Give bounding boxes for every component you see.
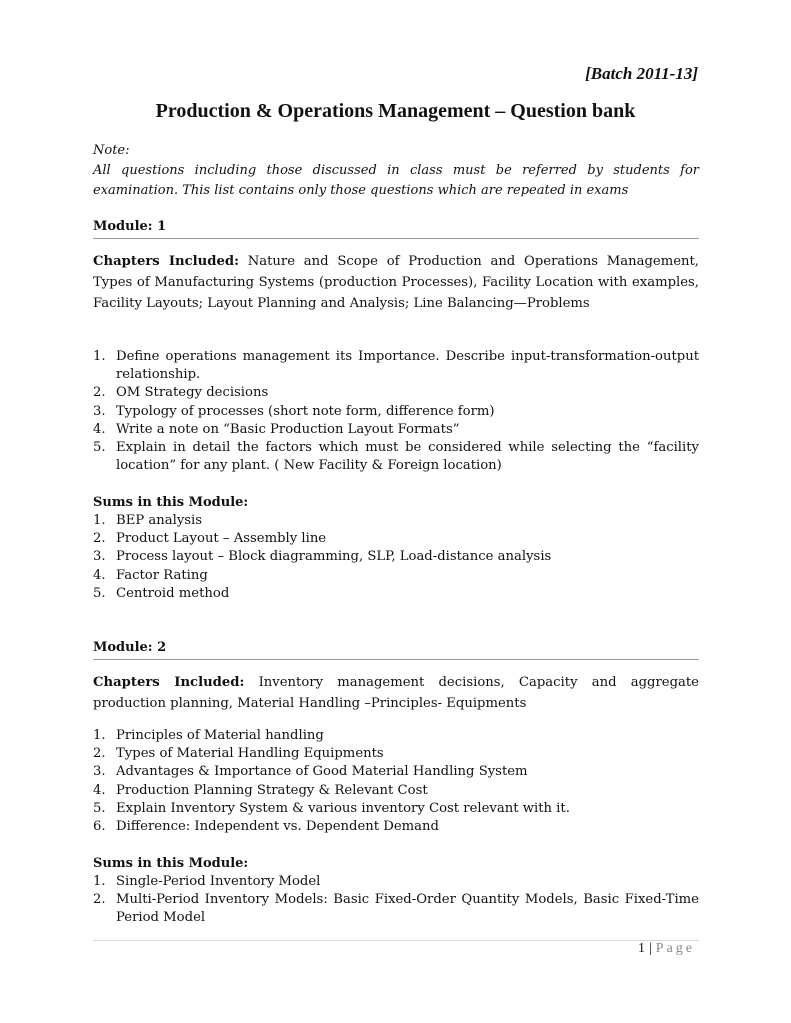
list-item-text: Multi-Period Inventory Models: Basic Fixed-Order Quantity Models, Basic Fixed-Time Period Model xyxy=(116,892,699,926)
list-item-text: Factor Rating xyxy=(116,567,208,583)
list-number: 4. xyxy=(93,567,106,583)
list-item-text: Advantages & Importance of Good Material Handling System xyxy=(116,764,528,780)
page-label: Page xyxy=(655,941,695,956)
page-number: 1 xyxy=(637,941,645,956)
list-item xyxy=(93,548,699,566)
module-1-divider xyxy=(93,238,699,239)
list-item xyxy=(93,348,699,384)
list-number: 2. xyxy=(93,385,106,401)
list-item-text: Explain in detail the factors which must be considered while selecting the “facility location” for any plant. ( New Facility & Foreign location) xyxy=(116,440,699,474)
list-item xyxy=(93,782,699,800)
list-item xyxy=(93,567,699,585)
list-item-text: BEP analysis xyxy=(116,513,203,528)
list-item xyxy=(93,763,699,781)
module-2-chapters-text: Inventory management decisions, Capacity and aggregate production planning, Material Handling –Principles- Equipments xyxy=(93,675,699,711)
list-item xyxy=(93,512,699,530)
list-item xyxy=(93,384,699,402)
module-1-chapters-label: Chapters Included: xyxy=(93,254,239,269)
module-2-chapters-label: Chapters Included: xyxy=(93,675,245,690)
list-item xyxy=(93,727,699,745)
module-1-chapters-text: Nature and Scope of Production and Operations Management, Types of Manufacturing Systems (production Processes), Facility Location with examples, Facility Layouts; Layout Planning and Analysis; Line Balancing—Problems xyxy=(93,254,699,311)
list-number: 3. xyxy=(93,403,106,419)
list-number: 2. xyxy=(93,746,106,762)
module-2-questions-list xyxy=(93,727,699,836)
list-number: 5. xyxy=(93,800,106,816)
list-item-text: Principles of Material handling xyxy=(116,728,324,743)
module-1-sums-list xyxy=(93,512,699,603)
list-item-text: Explain Inventory System & various inventory Cost relevant with it. xyxy=(116,800,570,816)
list-number: 5. xyxy=(93,585,106,601)
list-number: 6. xyxy=(93,819,106,835)
list-item-text: Types of Material Handling Equipments xyxy=(116,746,384,762)
list-number: 1. xyxy=(93,349,106,364)
list-item xyxy=(93,585,699,603)
list-item xyxy=(93,873,699,891)
module-2-divider xyxy=(93,659,699,660)
list-item-text: OM Strategy decisions xyxy=(116,385,269,401)
page-footer xyxy=(638,941,695,957)
module-1-questions-list xyxy=(93,348,699,475)
module-1-sums-title: Sums in this Module: xyxy=(93,495,249,510)
list-number: 4. xyxy=(93,782,106,798)
module-1-chapters xyxy=(93,251,699,314)
note-label: Note: xyxy=(93,143,130,158)
list-number: 3. xyxy=(93,549,106,565)
list-item-text: Typology of processes (short note form, difference form) xyxy=(116,403,495,419)
list-number: 2. xyxy=(93,892,106,908)
module-1-heading: Module: 1 xyxy=(93,219,167,234)
footer-divider xyxy=(93,940,699,941)
list-item xyxy=(93,439,699,475)
batch-label: [Batch 2011-13] xyxy=(585,64,698,83)
list-number: 5. xyxy=(93,440,106,456)
list-item-text: Product Layout – Assembly line xyxy=(116,531,327,547)
list-item-text: Single-Period Inventory Model xyxy=(116,874,321,889)
list-item xyxy=(93,530,699,548)
list-item-text: Process layout – Block diagramming, SLP, Load-distance analysis xyxy=(116,549,552,565)
list-number: 4. xyxy=(93,421,106,437)
list-item-text: Production Planning Strategy & Relevant Cost xyxy=(116,782,428,798)
list-number: 1. xyxy=(93,874,106,889)
list-number: 1. xyxy=(93,513,106,528)
list-item-text: Difference: Independent vs. Dependent Demand xyxy=(116,819,439,835)
list-item-text: Centroid method xyxy=(116,585,230,601)
page-separator: | xyxy=(648,941,652,956)
list-item xyxy=(93,403,699,421)
list-item xyxy=(93,421,699,439)
list-item-text: Define operations management its Importance. Describe input-transformation-output relationship. xyxy=(116,349,699,383)
list-number: 3. xyxy=(93,764,106,780)
list-item xyxy=(93,800,699,818)
list-item-text: Write a note on “Basic Production Layout Formats” xyxy=(116,421,460,437)
module-2-heading: Module: 2 xyxy=(93,640,167,655)
list-item xyxy=(93,818,699,836)
page-title: Production & Operations Management – Question bank xyxy=(155,100,636,122)
list-item xyxy=(93,745,699,763)
list-number: 1. xyxy=(93,728,106,743)
module-2-sums-title: Sums in this Module: xyxy=(93,856,249,871)
note-text: All questions including those discussed in class must be referred by students for examination. This list contains only those questions which are repeated in exams xyxy=(93,163,699,198)
list-item xyxy=(93,891,699,927)
module-2-sums-list xyxy=(93,873,699,928)
module-2-chapters xyxy=(93,672,699,714)
list-number: 2. xyxy=(93,531,106,547)
